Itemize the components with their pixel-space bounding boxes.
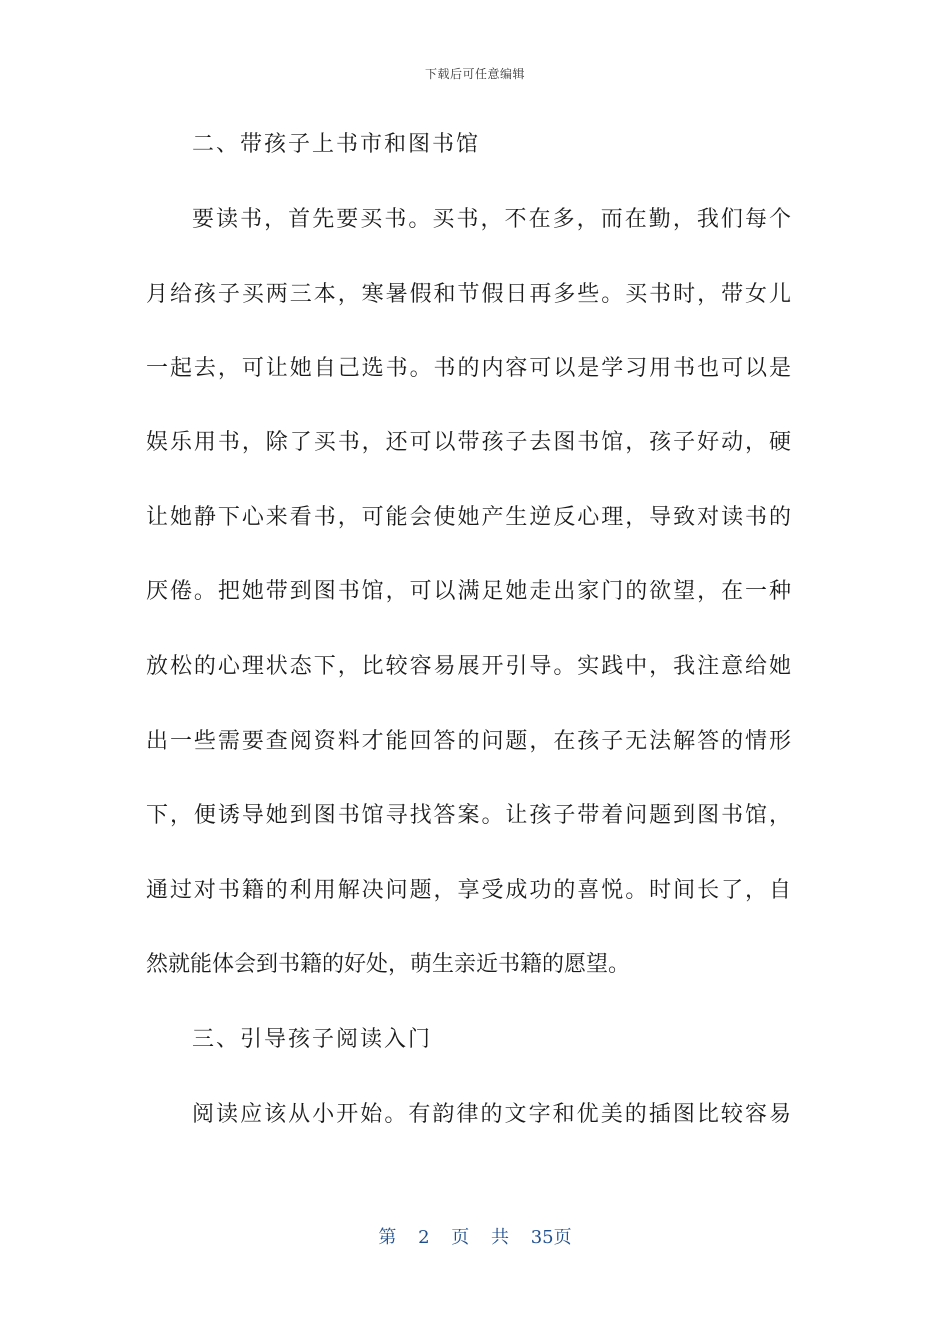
page-number-footer xyxy=(0,1226,950,1250)
paragraph-line: 然就能体会到书籍的好处，萌生亲近书籍的愿望。 xyxy=(146,952,631,977)
paragraph-line: 要读书，首先要买书。买书，不在多，而在勤，我们每个 xyxy=(192,207,791,232)
paragraph-line: 一起去，可让她自己选书。书的内容可以是学习用书也可以是 xyxy=(146,356,791,381)
paragraph-line: 放松的心理状态下，比较容易展开引导。实践中，我注意给她 xyxy=(146,654,791,679)
paragraph-line: 阅读应该从小开始。有韵律的文字和优美的插图比较容易 xyxy=(192,1102,791,1127)
paragraph-line: 通过对书籍的利用解决问题，享受成功的喜悦。时间长了，自 xyxy=(146,878,791,903)
section-heading-3: 三、引导孩子阅读入门 xyxy=(192,1027,433,1052)
paragraph-line: 厌倦。把她带到图书馆，可以满足她走出家门的欲望，在一种 xyxy=(146,579,791,604)
footer-current-page: 2 xyxy=(418,1227,430,1248)
paragraph-line: 月给孩子买两三本，寒暑假和节假日再多些。买书时，带女儿 xyxy=(146,282,791,307)
footer-page-word: 页 xyxy=(451,1227,470,1248)
footer-total-word: 共 xyxy=(491,1227,509,1248)
footer-prefix: 第 xyxy=(378,1227,397,1248)
page-header: 下载后可任意编辑 xyxy=(424,67,525,81)
paragraph-line: 出一些需要查阅资料才能回答的问题，在孩子无法解答的情形 xyxy=(146,729,791,754)
paragraph-line: 娱乐用书，除了买书，还可以带孩子去图书馆，孩子好动，硬 xyxy=(146,430,791,455)
paragraph-line: 让她静下心来看书，可能会使她产生逆反心理，导致对读书的 xyxy=(146,505,791,530)
footer-total-pages: 35页 xyxy=(530,1227,572,1248)
paragraph-line: 下，便诱导她到图书馆寻找答案。让孩子带着问题到图书馆， xyxy=(146,803,791,828)
section-heading-2: 二、带孩子上书市和图书馆 xyxy=(192,132,481,157)
